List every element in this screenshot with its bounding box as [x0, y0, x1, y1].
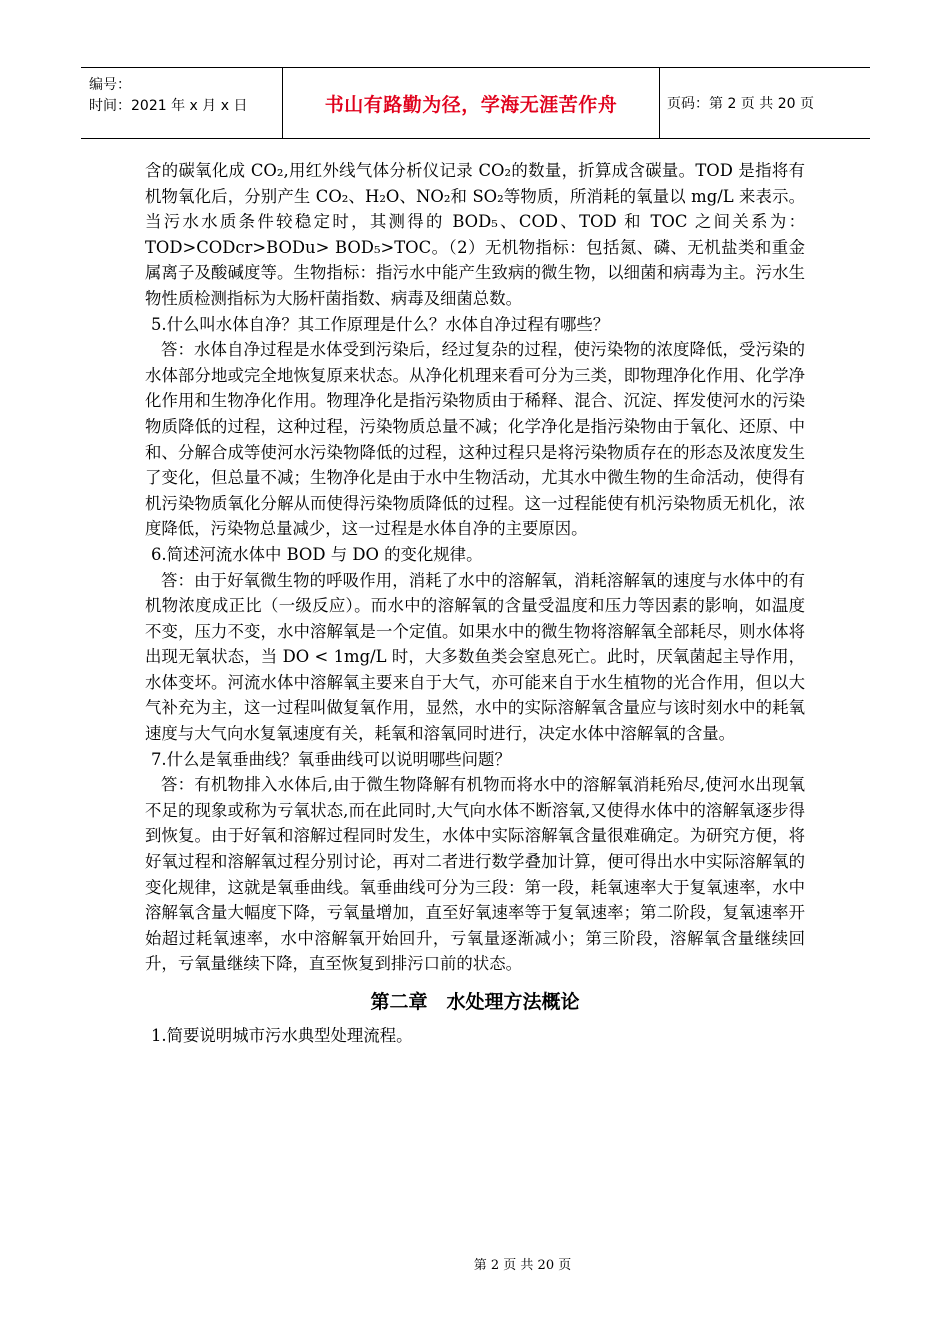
question-5: 5.什么叫水体自净？其工作原理是什么？水体自净过程有哪些？ — [151, 314, 610, 334]
question-6: 6.简述河流水体中 BOD 与 DO 的变化规律。 — [151, 544, 483, 564]
document-body — [145, 158, 805, 1049]
chapter2-question-1: 1.简要说明城市污水典型处理流程。 — [151, 1026, 413, 1045]
header-page-cell — [659, 68, 870, 138]
header-meta — [81, 68, 281, 138]
question-7: 7.什么是氧垂曲线？氧垂曲线可以说明哪些问题？ — [151, 749, 511, 769]
page-footer: 第 2 页 共 20 页 — [473, 1258, 572, 1273]
answer-5: 答：水体自净过程是水体受到污染后，经过复杂的过程，使污染物的浓度降低，受污染的水体部分地或完全地恢复原来状态。从净化机理来看可分为三类，即物理净化作用、化学净化作用和生物净化作用。物理净化是指污染物质由于稀释、混合、沉淀、挥发使河水的污染物质降低的过程，这种过程，污染物质总量不减；化学净化是指污染物由于氧化、还原、中和、分解合成等使河水污染物降低的过程，这种过程只是将污染物质存在的形态及浓度发生了变化，但总量不减；生物净化是由于水中生物活动，尤其水中微生物的生命活动，使得有机污染物质氧化分解从而使得污染物质降低的过程。这一过程能使有机污染物质无机化，浓度降低，污染物总量减少，这一过程是水体自净的主要原因。 — [145, 340, 805, 539]
chapter-title: 第二章 水处理方法概论 — [370, 991, 580, 1013]
document-number-label: 编号： — [89, 77, 131, 93]
paragraph-indicators: 含的碳氧化成 CO₂,用红外线气体分析仪记录 CO₂的数量，折算成含碳量。TOD 是指将有机物氧化后，分别产生 CO₂、H₂O、NO₂和 SO₂等物质，所消耗的氧量以 mg/L 来表示。当污水水质条件较稳定时，其测得的 BOD₅、COD、TOD 和 TOC 之间关系为：TOD>CODcr>BODu> BOD₅>TOC。（2）无机物指标：包括氮、磷、无机盐类和重金属离子及酸碱度等。生物指标：指污水中能产生致病的微生物，以细菌和病毒为主。污水生物性质检测指标为大肠杆菌指数、病毒及细菌总数。 — [145, 161, 805, 308]
header-motto-cell — [282, 68, 660, 138]
answer-7: 答：有机物排入水体后,由于微生物降解有机物而将水中的溶解氧消耗殆尽,使河水出现氧不足的现象或称为亏氧状态,而在此同时,大气向水体不断溶氧,又使得水体中的溶解氧逐步得到恢复。由于好氧和溶解过程同时发生，水体中实际溶解氧含量很难确定。为研究方便，将好氧过程和溶解氧过程分别讨论，再对二者进行数学叠加计算，便可得出水中实际溶解氧的变化规律，这就是氧垂曲线。氧垂曲线可分为三段：第一段，耗氧速率大于复氧速率，水中溶解氧含量大幅度下降，亏氧量增加，直至好氧速率等于复氧速率；第二阶段，复氧速率开始超过耗氧速率，水中溶解氧开始回升，亏氧量逐渐减小；第三阶段，溶解氧含量继续回升，亏氧量继续下降，直至恢复到排污口前的状态。 — [145, 775, 805, 974]
page-header — [81, 67, 870, 139]
header-motto: 书山有路勤为径，学海无涯苦作舟 — [324, 93, 618, 116]
document-time-label: 时间：2021 年 x 月 x 日 — [89, 98, 248, 114]
header-page-label: 页码：第 2 页 共 20 页 — [667, 96, 814, 112]
answer-6: 答：由于好氧微生物的呼吸作用，消耗了水中的溶解氧，消耗溶解氧的速度与水体中的有机物浓度成正比（一级反应）。而水中的溶解氧的含量受温度和压力等因素的影响，如温度不变，压力不变，水中溶解氧是一个定值。如果水中的微生物将溶解氧全部耗尽，则水体将出现无氧状态，当 DO < 1mg/L 时，大多数鱼类会窒息死亡。此时，厌氧菌起主导作用，水体变坏。河流水体中溶解氧主要来自于大气，亦可能来自于水生植物的光合作用，但以大气补充为主，这一过程叫做复氧作用，显然，水中的实际溶解氧含量应与该时刻水中的耗氧速度与大气向水复氧速度有关，耗氧和溶氧同时进行，决定水体中溶解氧的含量。 — [145, 570, 805, 744]
